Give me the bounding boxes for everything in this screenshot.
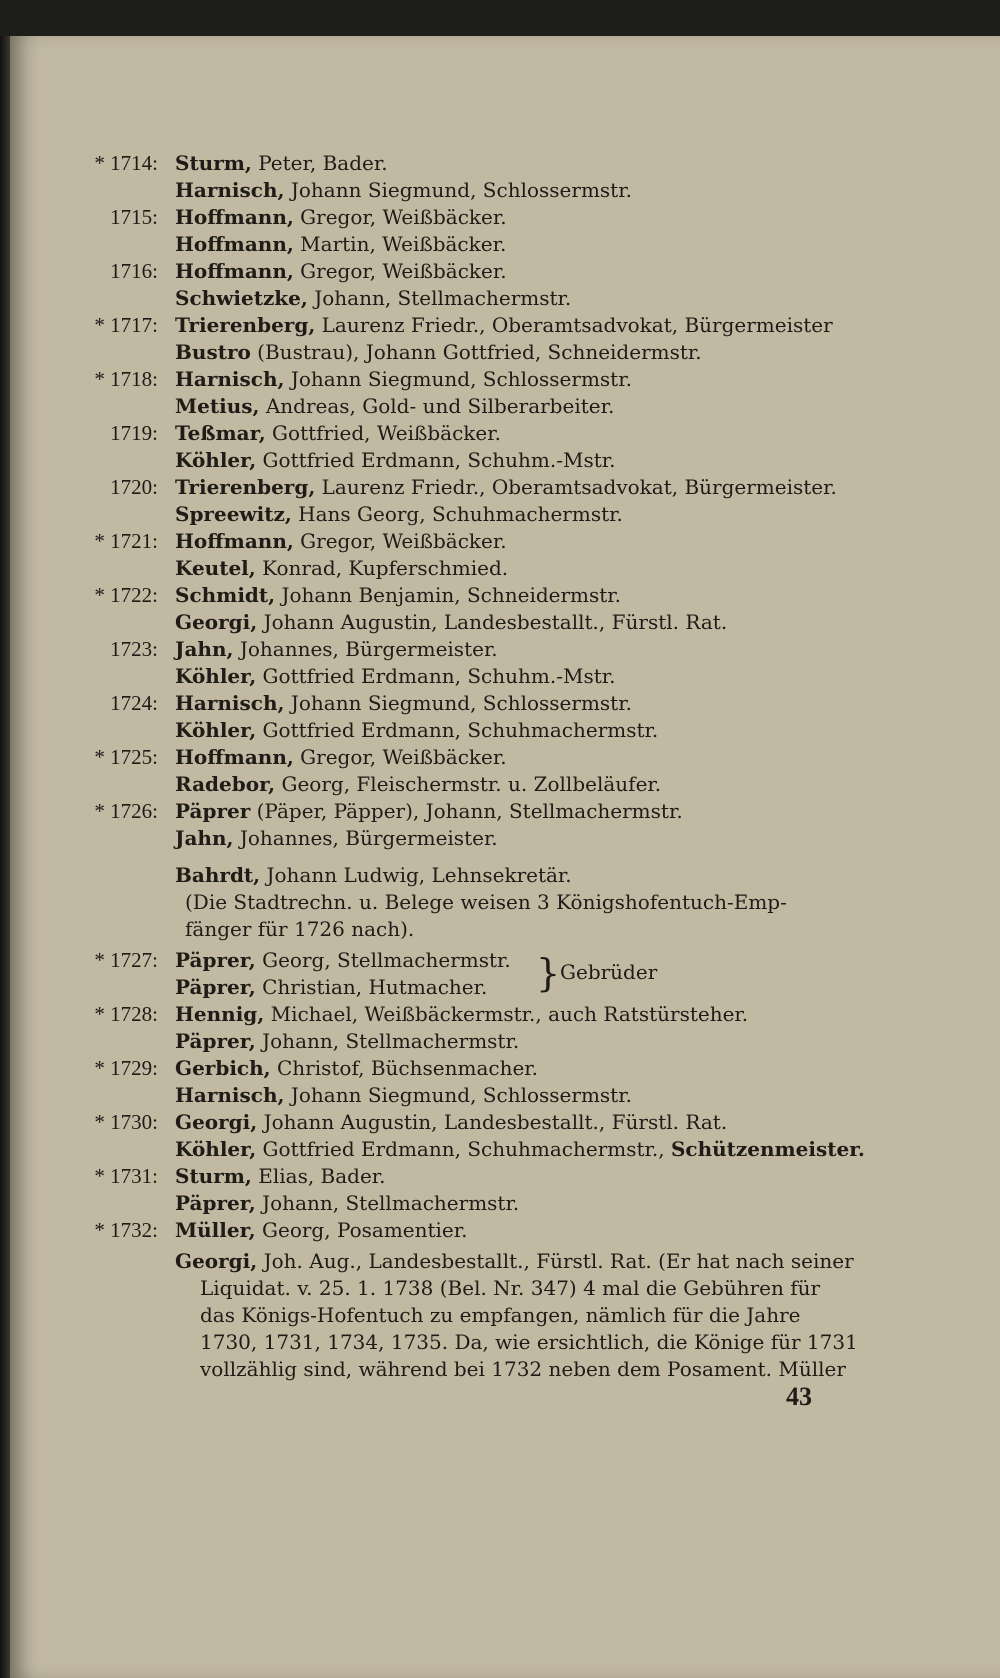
- list-item: [30, 1163, 860, 1190]
- brace-label: Gebrüder: [560, 960, 658, 984]
- surname: Päprer,: [175, 1191, 256, 1215]
- entry-text: [175, 285, 571, 312]
- entry-details: Johann Siegmund, Schlossermstr.: [284, 367, 632, 391]
- list-item: [30, 231, 860, 258]
- surname: Hoffmann,: [175, 232, 294, 256]
- year-label: * 1721:: [94, 529, 158, 553]
- list-item: [30, 663, 860, 690]
- surname: Müller,: [175, 1218, 256, 1242]
- surname: Köhler,: [175, 1137, 257, 1161]
- surname: Harnisch,: [175, 691, 285, 715]
- surname: Hoffmann,: [175, 529, 294, 553]
- entry-extra: Schützenmeister.: [670, 1137, 865, 1161]
- surname: Trierenberg,: [175, 475, 316, 499]
- surname: Spreewitz,: [175, 502, 292, 526]
- entry-text: [175, 258, 507, 285]
- surname: Trierenberg,: [175, 313, 316, 337]
- list-item: [30, 825, 860, 852]
- entry-details: Gregor, Weißbäcker.: [293, 259, 507, 283]
- list-item: [30, 1217, 860, 1244]
- list-item: [30, 798, 860, 825]
- year-label: * 1726:: [94, 799, 158, 823]
- list-item: [30, 1109, 860, 1136]
- entry-details: Laurenz Friedr., Oberamtsadvokat, Bürgermeister: [315, 313, 833, 337]
- entry-text: [175, 204, 507, 231]
- entry-details: Johann Augustin, Landesbestallt., Fürstl. Rat.: [257, 610, 728, 634]
- entry-details: Gottfried, Weißbäcker.: [265, 421, 501, 445]
- surname: Keutel,: [175, 556, 256, 580]
- year-label: 1724:: [110, 691, 158, 715]
- surname: Sturm,: [175, 1164, 252, 1188]
- surname: Teßmar,: [175, 421, 266, 445]
- entry-details: Michael, Weißbäckermstr., auch Ratstürsteher.: [264, 1002, 749, 1026]
- entry-text: [175, 582, 621, 609]
- entry-details: Gregor, Weißbäcker.: [293, 205, 507, 229]
- surname: Bustro: [175, 340, 251, 364]
- entry-details: Johann, Stellmachermstr.: [307, 286, 572, 310]
- year-label: * 1714:: [94, 151, 158, 175]
- note-line: das Königs-Hofentuch zu empfangen, nämlich für die Jahre: [200, 1303, 801, 1327]
- entry-details: Johann Benjamin, Schneidermstr.: [275, 583, 622, 607]
- list-item: [30, 366, 860, 393]
- entry-text: [175, 690, 632, 717]
- list-item: Georgi, Joh. Aug., Landesbestallt., Fürstl. Rat. (Er hat nach seiner: [175, 1249, 854, 1273]
- entry-text: [175, 1082, 632, 1109]
- entry-details: Johann, Stellmachermstr.: [255, 1029, 520, 1053]
- entry-details: Johann Siegmund, Schlossermstr.: [284, 1083, 632, 1107]
- page-number: 43: [786, 1382, 812, 1411]
- entry-details: Gottfried Erdmann, Schuhmachermstr.: [256, 718, 659, 742]
- year-label: * 1725:: [94, 745, 158, 769]
- year-label: 1715:: [110, 205, 158, 229]
- list-item: [30, 582, 860, 609]
- year-label: * 1729:: [94, 1056, 158, 1080]
- entry-text: [175, 744, 507, 771]
- entry-details: Laurenz Friedr., Oberamtsadvokat, Bürgermeister.: [315, 475, 837, 499]
- list-item: [30, 555, 860, 582]
- surname: Hoffmann,: [175, 745, 294, 769]
- list-item: [30, 744, 860, 771]
- entry-text: [175, 1028, 519, 1055]
- list-item: [30, 204, 860, 231]
- note-line: 1730, 1731, 1734, 1735. Da, wie ersichtlich, die Könige für 1731: [200, 1330, 858, 1354]
- year-label: * 1722:: [94, 583, 158, 607]
- entry-details: (Bustrau), Johann Gottfried, Schneidermstr.: [250, 340, 702, 364]
- entry-details: Johannes, Bürgermeister.: [233, 826, 498, 850]
- entry-text: [175, 1001, 748, 1028]
- entry-details: Gottfried Erdmann, Schuhmachermstr.,: [256, 1137, 671, 1161]
- surname: Sturm,: [175, 151, 252, 175]
- entry-details: Martin, Weißbäcker.: [293, 232, 507, 256]
- entry-text: [175, 1217, 468, 1244]
- surname: Päprer: [175, 799, 251, 823]
- entry-text: [175, 177, 632, 204]
- list-item: [30, 528, 860, 555]
- entry-details: Elias, Bader.: [251, 1164, 386, 1188]
- entry-text: [175, 420, 501, 447]
- entry-text: [175, 366, 632, 393]
- list-item: [30, 636, 860, 663]
- entry-text: [175, 447, 615, 474]
- list-item: [30, 420, 860, 447]
- list-item: Bahrdt, Johann Ludwig, Lehnsekretär.: [175, 863, 572, 887]
- entry-details: Georg, Posamentier.: [255, 1218, 468, 1242]
- entry-text: [175, 825, 498, 852]
- list-item: [30, 1028, 860, 1055]
- list-item-1727: * 1727: Päprer, Georg, Stellmachermstr. Päprer, Christian, Hutmacher. } Gebrüder: [30, 947, 860, 1001]
- list-item: [30, 177, 860, 204]
- surname: Schmidt,: [175, 583, 276, 607]
- note-line: fänger für 1726 nach).: [185, 917, 415, 941]
- entry-text: [175, 609, 727, 636]
- entry-details: Gregor, Weißbäcker.: [293, 745, 507, 769]
- year-label: * 1730:: [94, 1110, 158, 1134]
- list-item: [30, 474, 860, 501]
- list-item: [30, 393, 860, 420]
- surname: Köhler,: [175, 448, 257, 472]
- list-item: [30, 1001, 860, 1028]
- year-label: * 1732:: [94, 1218, 158, 1242]
- book-gutter: [0, 36, 10, 1678]
- surname: Hennig,: [175, 1002, 265, 1026]
- surname: Hoffmann,: [175, 205, 294, 229]
- entry-text: [175, 312, 833, 339]
- list-item: [30, 771, 860, 798]
- entry-text: [175, 150, 388, 177]
- surname: Schwietzke,: [175, 286, 308, 310]
- surname: Georgi,: [175, 610, 258, 634]
- list-item: [30, 690, 860, 717]
- entry-details: Gregor, Weißbäcker.: [293, 529, 507, 553]
- entry-text: [175, 1163, 386, 1190]
- entry-details: Johannes, Bürgermeister.: [233, 637, 498, 661]
- entry-details: Johann Siegmund, Schlossermstr.: [284, 691, 632, 715]
- year-label: * 1718:: [94, 367, 158, 391]
- surname: Metius,: [175, 394, 260, 418]
- entry-text: [175, 1136, 865, 1163]
- surname: Köhler,: [175, 718, 257, 742]
- year-label: * 1727:: [94, 948, 158, 972]
- surname: Jahn,: [175, 826, 234, 850]
- year-label: * 1728:: [94, 1002, 158, 1026]
- entry-text: [175, 663, 615, 690]
- entry-details: Christof, Büchsenmacher.: [270, 1056, 539, 1080]
- entry-text: [175, 798, 683, 825]
- entry-details: Konrad, Kupferschmied.: [255, 556, 509, 580]
- entry-text: [175, 771, 661, 798]
- list-item: [30, 1055, 860, 1082]
- entry-text: [175, 501, 623, 528]
- surname: Hoffmann,: [175, 259, 294, 283]
- entry-text: [175, 555, 508, 582]
- entry-details: Johann, Stellmachermstr.: [255, 1191, 520, 1215]
- surname: Köhler,: [175, 664, 257, 688]
- note-line: vollzählig sind, während bei 1732 neben dem Posament. Müller: [200, 1357, 846, 1381]
- list-item: [30, 1136, 865, 1163]
- entry-details: (Päper, Päpper), Johann, Stellmachermstr.: [250, 799, 683, 823]
- entry-details: Andreas, Gold- und Silberarbeiter.: [259, 394, 615, 418]
- year-label: 1720:: [110, 475, 158, 499]
- surname: Harnisch,: [175, 178, 285, 202]
- list-item: [30, 501, 860, 528]
- surname: Harnisch,: [175, 1083, 285, 1107]
- surname: Radebor,: [175, 772, 276, 796]
- entry-text: [175, 339, 702, 366]
- entry-details: Johann Siegmund, Schlossermstr.: [284, 178, 632, 202]
- surname: Päprer,: [175, 1029, 256, 1053]
- year-label: 1723:: [110, 637, 158, 661]
- list-item: [30, 312, 860, 339]
- list-item: [30, 258, 860, 285]
- note-line: (Die Stadtrechn. u. Belege weisen 3 Königshofentuch-Emp-: [185, 890, 787, 914]
- entry-text: [175, 528, 507, 555]
- year-label: 1716:: [110, 259, 158, 283]
- entry-text: [175, 393, 614, 420]
- entry-details: Gottfried Erdmann, Schuhm.-Mstr.: [256, 664, 616, 688]
- year-label: * 1731:: [94, 1164, 158, 1188]
- entry-details: Gottfried Erdmann, Schuhm.-Mstr.: [256, 448, 616, 472]
- list-item: [30, 1190, 860, 1217]
- entry-text: [175, 1109, 727, 1136]
- entry-text: [175, 1190, 519, 1217]
- surname: Harnisch,: [175, 367, 285, 391]
- entry-text: [175, 1055, 538, 1082]
- list-item: [30, 717, 860, 744]
- entry-details: Johann Augustin, Landesbestallt., Fürstl. Rat.: [257, 1110, 728, 1134]
- list-item: [30, 150, 860, 177]
- surname: Jahn,: [175, 637, 234, 661]
- list-item: [30, 609, 860, 636]
- year-label: 1719:: [110, 421, 158, 445]
- entry-text: [175, 474, 837, 501]
- note-line: Liquidat. v. 25. 1. 1738 (Bel. Nr. 347) 4 mal die Gebühren für: [200, 1276, 821, 1300]
- list-item: [30, 339, 860, 366]
- entry-text: [175, 636, 498, 663]
- entry-details: Peter, Bader.: [251, 151, 388, 175]
- surname: Georgi,: [175, 1110, 258, 1134]
- list-item: [30, 285, 860, 312]
- entry-details: Hans Georg, Schuhmachermstr.: [291, 502, 623, 526]
- brace-glyph: }: [536, 951, 561, 995]
- list-item: [30, 447, 860, 474]
- surname: Gerbich,: [175, 1056, 271, 1080]
- year-label: * 1717:: [94, 313, 158, 337]
- entry-text: [175, 717, 658, 744]
- entry-text: [175, 231, 506, 258]
- list-item: [30, 1082, 860, 1109]
- entry-details: Georg, Fleischermstr. u. Zollbeläufer.: [275, 772, 662, 796]
- register-list: [30, 150, 865, 1383]
